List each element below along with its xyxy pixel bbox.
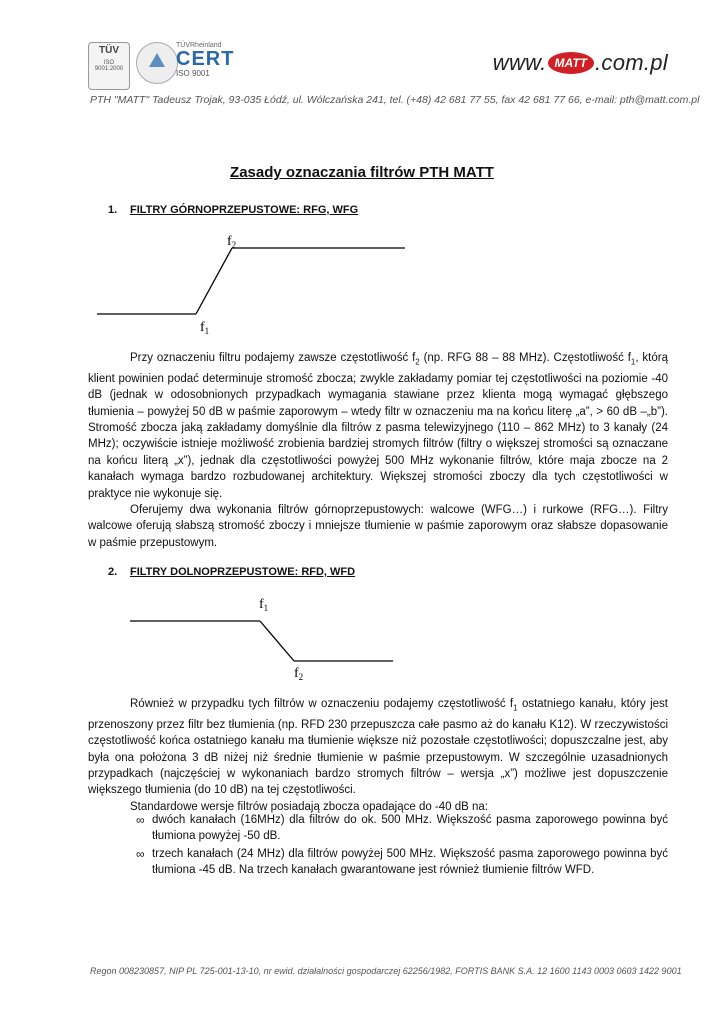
- section-2-heading: [108, 566, 355, 578]
- lowpass-f1-base: f: [259, 597, 264, 612]
- highpass-f2-label: [227, 234, 236, 250]
- lowpass-f2-base: f: [294, 666, 299, 681]
- section-2-text-2: Standardowe wersje filtrów posiadają zbocza opadające do -40 dB na:: [130, 800, 488, 813]
- lowpass-f1-sub: 1: [263, 603, 269, 613]
- highpass-slope-line: [196, 248, 232, 314]
- s1p1-sub-a: 2: [415, 357, 420, 367]
- bullet-text: dwóch kanałach (16MHz) dla filtrów do ok. 500 MHz. Większość pasma zaporowego powinna być tłumiona powyżej -50 dB.: [152, 814, 668, 843]
- list-item: [136, 846, 668, 879]
- s2p1-part-b: ostatniego kanału, który jest przenoszony przez filtr bez tłumienia (np. RFD 230 przepuszcza całe pasmo aż do kanału K12). W rzeczywistości częstotliwość końca ostatniego kanału ma tłumienie większe niż pozostałe częstotliwości; dopuszczalne jest, aby była ona położona 3 dB niżej niż średnie tłumienie w paśmie przepustowym. W szczególnie uzasadnionych przypadkach (najczęściej w wykonaniach bardzo stromych filtrów – wersja „x”) możliwe jest dopuszczenie większego tłumienia (do 10 dB) na tej częstotliwości.: [88, 698, 668, 797]
- cert-text: CERT: [176, 48, 235, 70]
- s1p1-sub-b: 1: [630, 357, 636, 367]
- lowpass-f2-sub: 2: [298, 672, 304, 682]
- iso-text: ISO 9001: [176, 69, 210, 78]
- section-2-paragraph: [88, 696, 668, 815]
- section-1-text-2: Oferujemy dwa wykonania filtrów górnoprzepustowych: walcowe (WFG…) i rurkowe (RFG…). Filtry walcowe oferują słabszą stromość zboczy i mniejsze tłumienie w paśmie zaporowym oraz słabsze dopasowanie w paśmie przepustowym.: [88, 503, 668, 549]
- lowpass-f2-label: [294, 666, 303, 682]
- section-2-title: FILTRY DOLNOPRZEPUSTOWE: RFD, WFD: [130, 566, 356, 578]
- bullet-list: [136, 812, 668, 880]
- company-registration-footer: Regon 008230857, NIP PL 725-001-13-10, nr ewid. działalności gospodarczej 62256/1982, FORTIS BANK S.A. 12 1600 1143 0003 0603 1422 9001: [90, 966, 682, 976]
- tuv-logo-sub: ISO 9001:2000: [94, 60, 124, 72]
- section-1-text-1: [88, 350, 668, 502]
- section-2-text-1: [88, 696, 668, 799]
- s2p1-part-a: Również w przypadku tych filtrów w oznaczeniu podajemy częstotliwość f: [130, 698, 514, 710]
- page-title: Zasady oznaczania filtrów PTH MATT: [230, 164, 494, 181]
- section-2-number: 2.: [108, 566, 118, 578]
- s2p1-sub: 1: [513, 703, 518, 713]
- site-prefix: www.: [492, 50, 547, 75]
- s1p1-part-c: , którą klient powinien podać determinuje stromość zbocza; zwykle zakładamy pomiar tej częstotliwości na poziomie -40 dB (jednak w odosobnionych przypadkach wymagania stawiane przez klienta mogą wymagać głębszego tłumienia – powyżej 50 dB w paśmie zaporowym – wtedy filtr w oznaczeniu ma na końcu literę „a”, > 60 dB –„b”). Stromość zbocza jaką zakładamy domyślnie dla filtrów z pasma telewizyjnego (110 – 862 MHz) to 3 kanały (24 MHz); oczywiście istnieje możliwość zrobienia bardziej stromych filtrów (filtry o większej stromości są oznaczane na końcu literą „x”), jednak dla częstotliwości powyżej 500 MHz wykonanie filtrów, które maja zbocze na 2 kanałach wymaga bardzo rozbudowanej architektury. Większej stromości zboczy dla tych częstotliwości w praktyce nie wykonuje się.: [88, 352, 668, 500]
- s1p1-part-b: (np. RFG 88 – 88 MHz). Częstotliwość f: [419, 352, 631, 364]
- site-suffix: .com.pl: [594, 50, 668, 75]
- list-item: [136, 812, 668, 845]
- highpass-f2-base: f: [227, 234, 232, 249]
- infinity-bullet-icon: ∞: [136, 813, 145, 827]
- tuv-rheinland-text: TÜVRheinland: [176, 42, 222, 49]
- tuv-logo-brand: TÜV: [99, 45, 119, 56]
- s1p1-part-a: Przy oznaczeniu filtru podajemy zawsze częstotliwość f: [130, 352, 416, 364]
- highpass-f1-base: f: [200, 320, 205, 335]
- highpass-f1-label: [200, 320, 209, 336]
- section-1-number: 1.: [108, 204, 118, 216]
- highpass-f2-sub: 2: [231, 240, 237, 250]
- section-1-paragraph: [88, 350, 668, 551]
- infinity-bullet-icon: ∞: [136, 846, 145, 861]
- section-1-title: FILTRY GÓRNOPRZEPUSTOWE: RFG, WFG: [130, 204, 359, 216]
- lowpass-slope-line: [260, 621, 294, 661]
- matt-logo: MATT: [548, 52, 594, 74]
- bullet-text: trzech kanałach (24 MHz) dla filtrów powyżej 500 MHz. Większość pasma zaporowego powinna być tłumiona -45 dB. Na trzech kanałach gwarantowane jest również tłumienie filtrów WFD.: [152, 847, 668, 877]
- highpass-f1-sub: 1: [204, 326, 210, 336]
- lowpass-f1-label: [259, 597, 268, 613]
- company-address: PTH "MATT" Tadeusz Trojak, 93-035 Łódź, ul. Wólczańska 241, tel. (+48) 42 681 77 55, fax 42 681 77 66, e-mail: pth@matt.com.pl: [90, 94, 700, 106]
